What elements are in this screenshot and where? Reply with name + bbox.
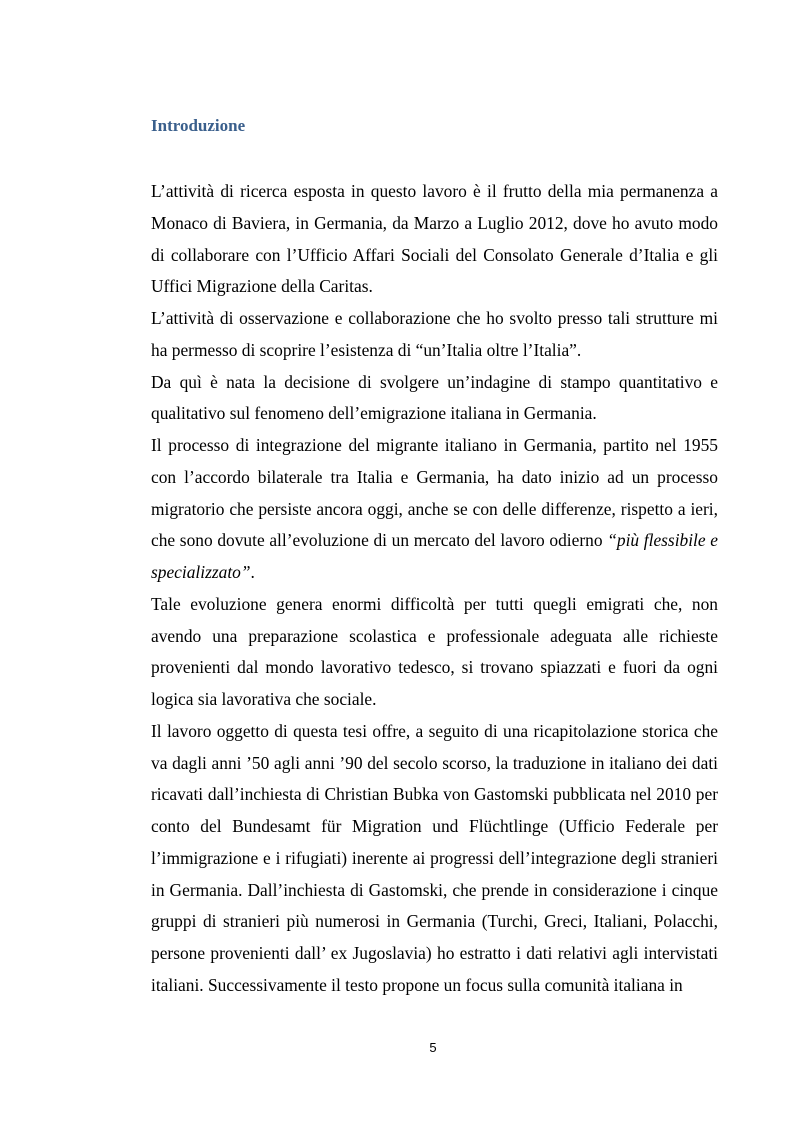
paragraph-4-quote: “più flessibile e specializzato” [151, 530, 718, 582]
paragraph-2: L’attività di osservazione e collaborazione che ho svolto presso tali strutture mi ha permesso di scoprire l’esistenza di “un’Italia oltre l’Italia”. [151, 308, 718, 360]
paragraph-6: Il lavoro oggetto di questa tesi offre, a seguito di una ricapitolazione storica che va dagli anni ’50 agli anni ’90 del secolo scorso, la traduzione in italiano dei dati ricavati dall’inchiesta di Christian Bubka von Gastomski pubblicata nel 2010 per conto del Bundesamt für Migration und Flüchtlinge (Ufficio Federale per l’immigrazione e i rifugiati) inerente ai progressi dell’integrazione degli stranieri in Germania. Dall’inchiesta di Gastomski, che prende in considerazione i cinque gruppi di stranieri più numerosi in Germania (Turchi, Greci, Italiani, Polacchi, persone provenienti dall’ ex Jugoslavia) ho estratto i dati relativi agli intervistati italiani. Successivamente il testo propone un focus sulla comunità italiana in [151, 720, 718, 995]
paragraph-5: Tale evoluzione genera enormi difficoltà per tutti quegli emigrati che, non avendo una preparazione scolastica e professionale adeguata alle richieste provenienti dal mondo lavorativo tedesco, si trovano spiazzati e fuori da ogni logica sia lavorativa che sociale. [151, 593, 718, 709]
paragraph-4 [151, 430, 718, 589]
paragraph-3: Da quì è nata la decisione di svolgere un’indagine di stampo quantitativo e qualitativo sul fenomeno dell’emigrazione italiana in Germania. [151, 371, 718, 424]
body-text [151, 176, 718, 1002]
page-number: 5 [429, 1040, 437, 1055]
section-heading: Introduzione [151, 116, 246, 135]
paragraph-4-end: . [250, 562, 255, 582]
paragraph-4-text: Il processo di integrazione del migrante italiano in Germania, partito nel 1955 con l’accordo bilaterale tra Italia e Germania, ha dato inizio ad un processo migratorio che persiste ancora oggi, anche se con delle differenze, rispetto a ieri, che sono dovute all’evoluzione di un mercato del lavoro odierno [151, 435, 718, 551]
paragraph-1: L’attività di ricerca esposta in questo lavoro è il frutto della mia permanenza a Monaco di Baviera, in Germania, da Marzo a Luglio 2012, dove ho avuto modo di collaborare con l’Ufficio Affari Sociali del Consolato Generale d’Italia e gli Uffici Migrazione della Caritas. [151, 181, 718, 297]
